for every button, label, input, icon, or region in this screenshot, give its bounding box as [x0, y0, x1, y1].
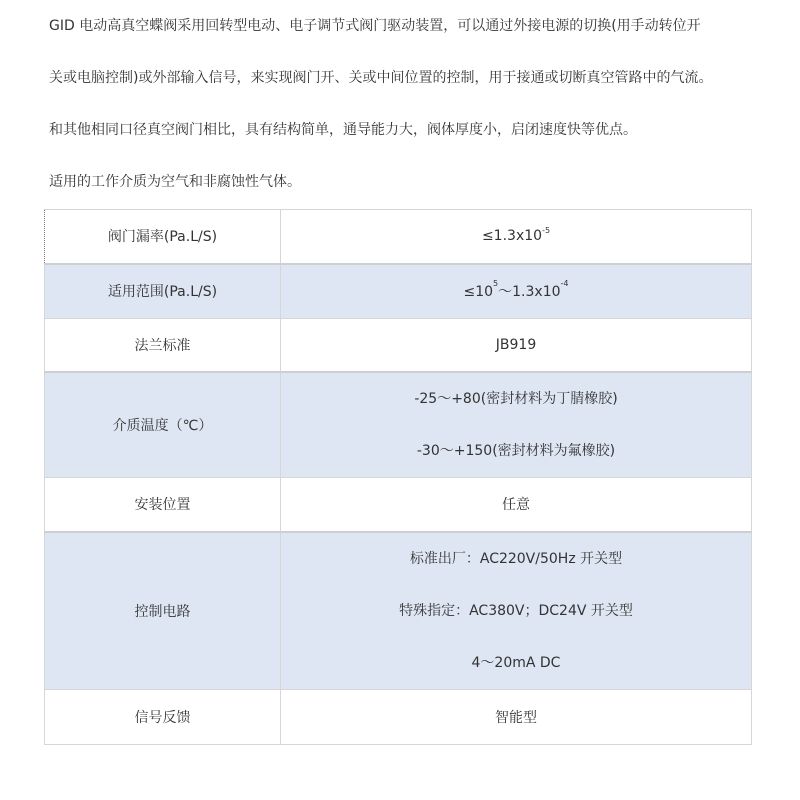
row-value: $\le 1.3x10^{-5}$ [281, 210, 752, 264]
intro-line-3: 和其他相同口径真空阀门相比，具有结构简单，通导能力大，阀体厚度小，启闭速度快等优点。 [49, 122, 637, 138]
row-value: -25～+80(密封材料为丁腈橡胶) -30～+150(密封材料为氟橡胶) [281, 372, 752, 478]
row-key: 阀门漏率(Pa.L/S) [45, 210, 281, 264]
table-row-temperature [45, 372, 752, 478]
row-value: JB919 [281, 319, 752, 372]
row-value: 标准出厂：AC220V/50Hz 开关型 特殊指定：AC380V；DC24V 开关型 4～20mA DC [281, 532, 752, 690]
intro-line-4: 适用的工作介质为空气和非腐蚀性气体。 [49, 174, 301, 190]
table-row-control-circuit [45, 532, 752, 690]
intro-line-1: GID 电动高真空蝶阀采用回转型电动、电子调节式阀门驱动装置，可以通过外接电源的切换(用手动转位开 [49, 18, 701, 34]
row-key: 控制电路 [45, 532, 281, 690]
table-row-install-position [45, 478, 752, 532]
row-value: 任意 [281, 478, 752, 532]
table-row-range [45, 264, 752, 319]
row-value: 智能型 [281, 690, 752, 745]
table-row-signal-feedback [45, 690, 752, 745]
intro-line-2: 关或电脑控制)或外部输入信号，来实现阀门开、关或中间位置的控制，用于接通或切断真空管路中的气流。 [49, 70, 713, 86]
spec-table [44, 209, 752, 745]
row-value: $\le 10^5\sim 1.3x10^{-4}$ [281, 264, 752, 319]
row-key: 信号反馈 [45, 690, 281, 745]
table-row-leak-rate [45, 210, 752, 264]
table-row-flange [45, 319, 752, 372]
row-key: 介质温度（℃） [45, 372, 281, 478]
row-key: 适用范围(Pa.L/S) [45, 264, 281, 319]
row-key: 安装位置 [45, 478, 281, 532]
row-key: 法兰标准 [45, 319, 281, 372]
